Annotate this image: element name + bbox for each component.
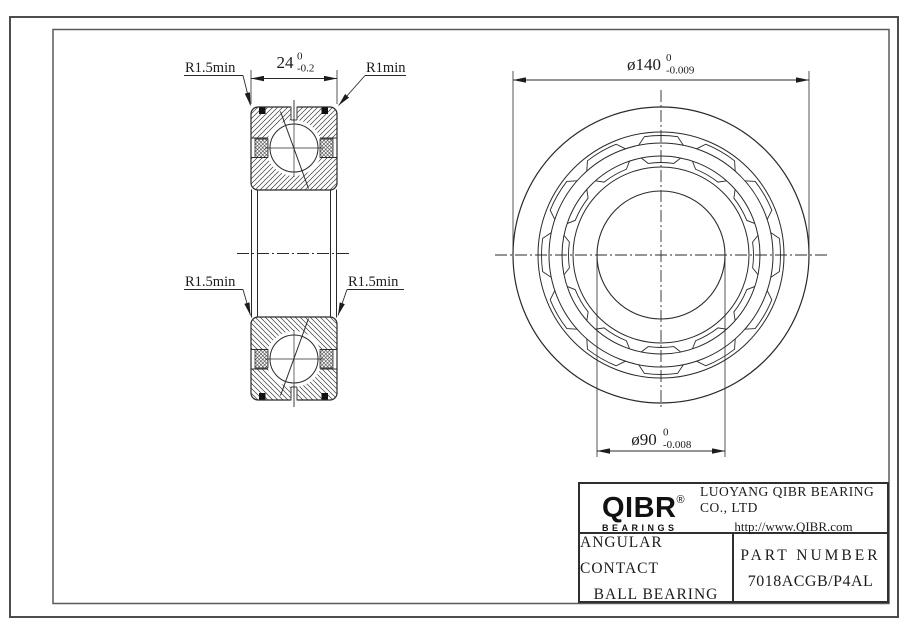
part-number-label: PART NUMBER bbox=[740, 546, 881, 564]
leader-label-mid-left: R1.5min bbox=[185, 274, 236, 290]
cage-pocket bbox=[734, 189, 755, 223]
company-logo bbox=[580, 484, 700, 532]
logo-subtitle: BEARINGS bbox=[602, 523, 678, 533]
cage-pocket bbox=[692, 161, 726, 182]
cage-pocket bbox=[595, 161, 629, 182]
logo-text: QIBR bbox=[602, 492, 677, 524]
bearing-section-half-mirror bbox=[251, 317, 337, 407]
front-view bbox=[495, 90, 827, 410]
title-block-header-row bbox=[580, 484, 887, 534]
cage-pocket bbox=[567, 286, 588, 320]
width-tol-lower: -0.2 bbox=[297, 62, 315, 75]
part-number-cell bbox=[734, 534, 887, 603]
width-tol-upper: 0 bbox=[297, 50, 303, 63]
od-tol-upper: 0 bbox=[666, 52, 672, 64]
company-info bbox=[700, 484, 887, 532]
company-name: LUOYANG QIBR BEARING CO., LTD bbox=[700, 483, 875, 515]
cage-pocket bbox=[567, 189, 588, 223]
part-number-value: 7018ACGB/P4AL bbox=[747, 572, 874, 590]
leader-label-mid-right: R1.5min bbox=[348, 274, 399, 290]
cage-section-right bbox=[320, 139, 333, 158]
seal-mark-left bbox=[259, 108, 266, 115]
bore-tol-upper: 0 bbox=[663, 426, 669, 439]
bearing-section-half bbox=[251, 100, 337, 190]
section-view bbox=[237, 100, 351, 407]
cage-pocket bbox=[734, 286, 755, 320]
width-dimension bbox=[251, 51, 337, 105]
seal-mark-right bbox=[322, 108, 329, 115]
width-value: 24 bbox=[276, 53, 294, 72]
product-line-2: BALL BEARING bbox=[593, 585, 719, 603]
title-block bbox=[578, 482, 889, 603]
product-line-1: ANGULAR CONTACT bbox=[580, 533, 663, 577]
cage-section-left bbox=[255, 139, 268, 158]
od-tol-lower: -0.009 bbox=[666, 64, 695, 77]
bore-value: ø90 bbox=[631, 430, 657, 449]
bore-tol-lower: -0.008 bbox=[663, 439, 692, 451]
cage-pocket bbox=[692, 328, 726, 349]
cage-pocket bbox=[595, 328, 629, 349]
leader-label-top-left: R1.5min bbox=[185, 60, 236, 76]
title-block-detail-row bbox=[580, 534, 887, 603]
leader-label-top-right: R1min bbox=[366, 60, 406, 76]
od-value: ø140 bbox=[627, 55, 661, 74]
registered-mark: ® bbox=[676, 494, 686, 506]
product-description-cell bbox=[580, 534, 734, 603]
company-url: http://www.QIBR.com bbox=[734, 518, 853, 534]
